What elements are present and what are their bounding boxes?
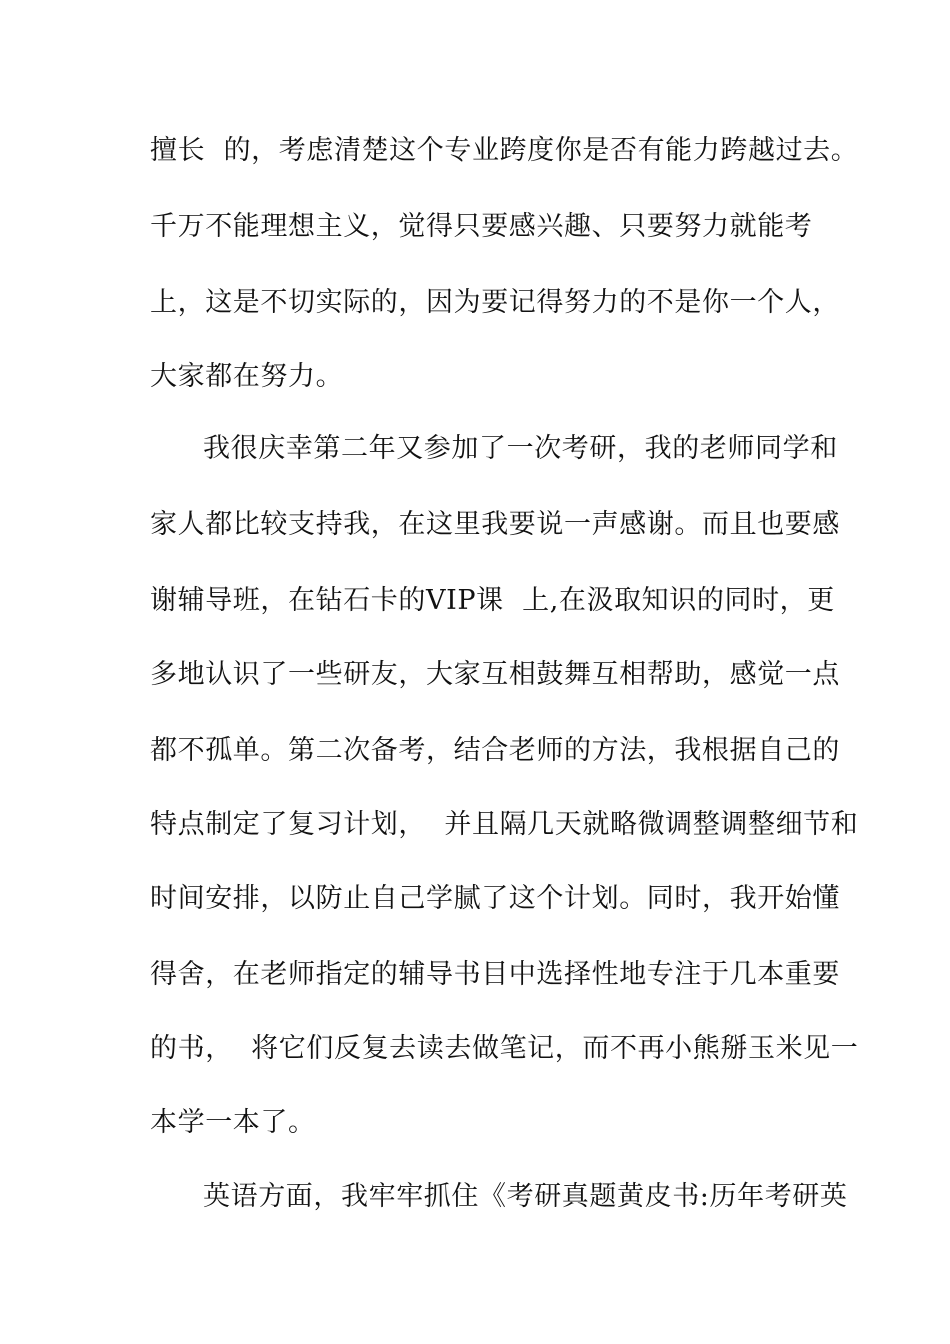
text-line: 都不孤单。第二次备考，结合老师的方法，我根据自己的 (150, 735, 840, 766)
text-line: 的书， 将它们反复去读去做笔记，而不再小熊掰玉米见一 (150, 1033, 859, 1064)
text-line: 时间安排，以防止自己学腻了这个计划。同时，我开始懂 (150, 883, 840, 914)
text-line: 多地认识了一些研友，大家互相鼓舞互相帮助，感觉一点 (150, 659, 840, 690)
text-line: 谢辅导班，在钻石卡的VIP课 上,在汲取知识的同时，更 (150, 585, 835, 616)
text-line: 特点制定了复习计划， 并且隔几天就略微调整调整细节和 (150, 809, 859, 840)
text-line: 擅长 的，考虑清楚这个专业跨度你是否有能力跨越过去。 (150, 135, 859, 166)
paragraph-first-line: 我很庆幸第二年又参加了一次考研，我的老师同学和 (203, 433, 838, 464)
text-line: 上，这是不切实际的，因为要记得努力的不是你一个人， (150, 287, 840, 318)
text-line: 大家都在努力。 (150, 361, 344, 392)
text-line: 得舍，在老师指定的辅导书目中选择性地专注于几本重要 (150, 959, 840, 990)
text-line: 千万不能理想主义，觉得只要感兴趣、只要努力就能考 (150, 211, 813, 242)
text-line: 本学一本了。 (150, 1107, 316, 1138)
text-line: 家人都比较支持我，在这里我要说一声感谢。而且也要感 (150, 509, 840, 540)
paragraph-first-line: 英语方面，我牢牢抓住《考研真题黄皮书:历年考研英 (203, 1181, 848, 1212)
